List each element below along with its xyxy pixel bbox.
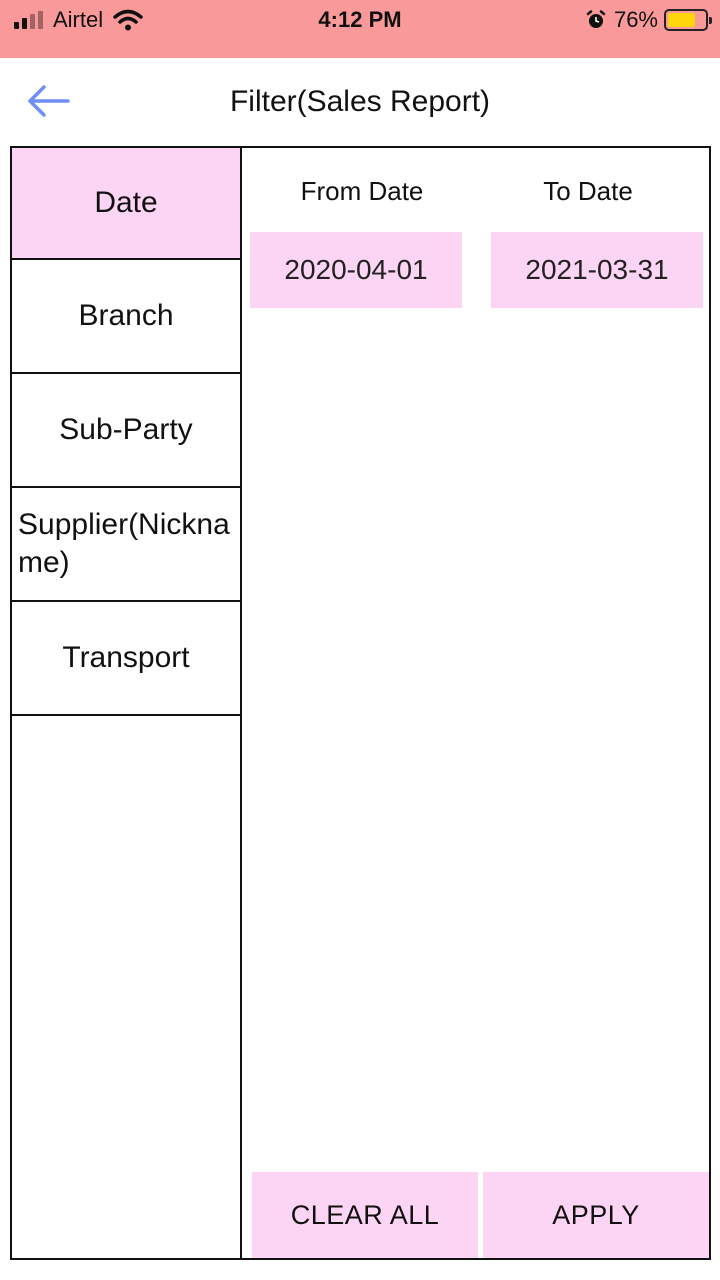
battery-icon (664, 9, 708, 31)
sidebar-item-label: Sub-Party (59, 413, 193, 446)
to-date-field[interactable]: 2021-03-31 (491, 232, 703, 308)
apply-button[interactable]: APPLY (483, 1172, 709, 1258)
filter-panel (10, 146, 711, 1260)
status-time: 4:12 PM (318, 7, 402, 32)
filter-category-sidebar (12, 148, 242, 1258)
alarm-icon (586, 10, 606, 30)
clear-all-button[interactable]: CLEAR ALL (252, 1172, 478, 1258)
sidebar-item-sub-party[interactable] (12, 374, 240, 488)
battery-percent: 76% (613, 7, 658, 32)
page-title: Filter(Sales Report) (229, 85, 491, 118)
sidebar-item-label: Supplier(Nickname) (18, 508, 230, 579)
sidebar-item-label: Date (94, 186, 158, 219)
sidebar-item-date[interactable] (12, 148, 240, 260)
to-date-label: To Date (543, 176, 633, 206)
sidebar-item-label: Branch (78, 299, 174, 332)
sidebar-item-supplier-nickname[interactable] (12, 488, 240, 602)
sidebar-item-transport[interactable] (12, 602, 240, 716)
sidebar-item-label: Transport (62, 641, 190, 674)
date-filter-content (242, 148, 709, 1258)
from-date-field[interactable]: 2020-04-01 (250, 232, 462, 308)
sidebar-item-branch[interactable] (12, 260, 240, 374)
header (0, 58, 720, 146)
status-bar (0, 0, 720, 58)
from-date-label: From Date (300, 176, 424, 206)
carrier-name: Airtel (53, 7, 104, 32)
status-right (586, 6, 708, 34)
